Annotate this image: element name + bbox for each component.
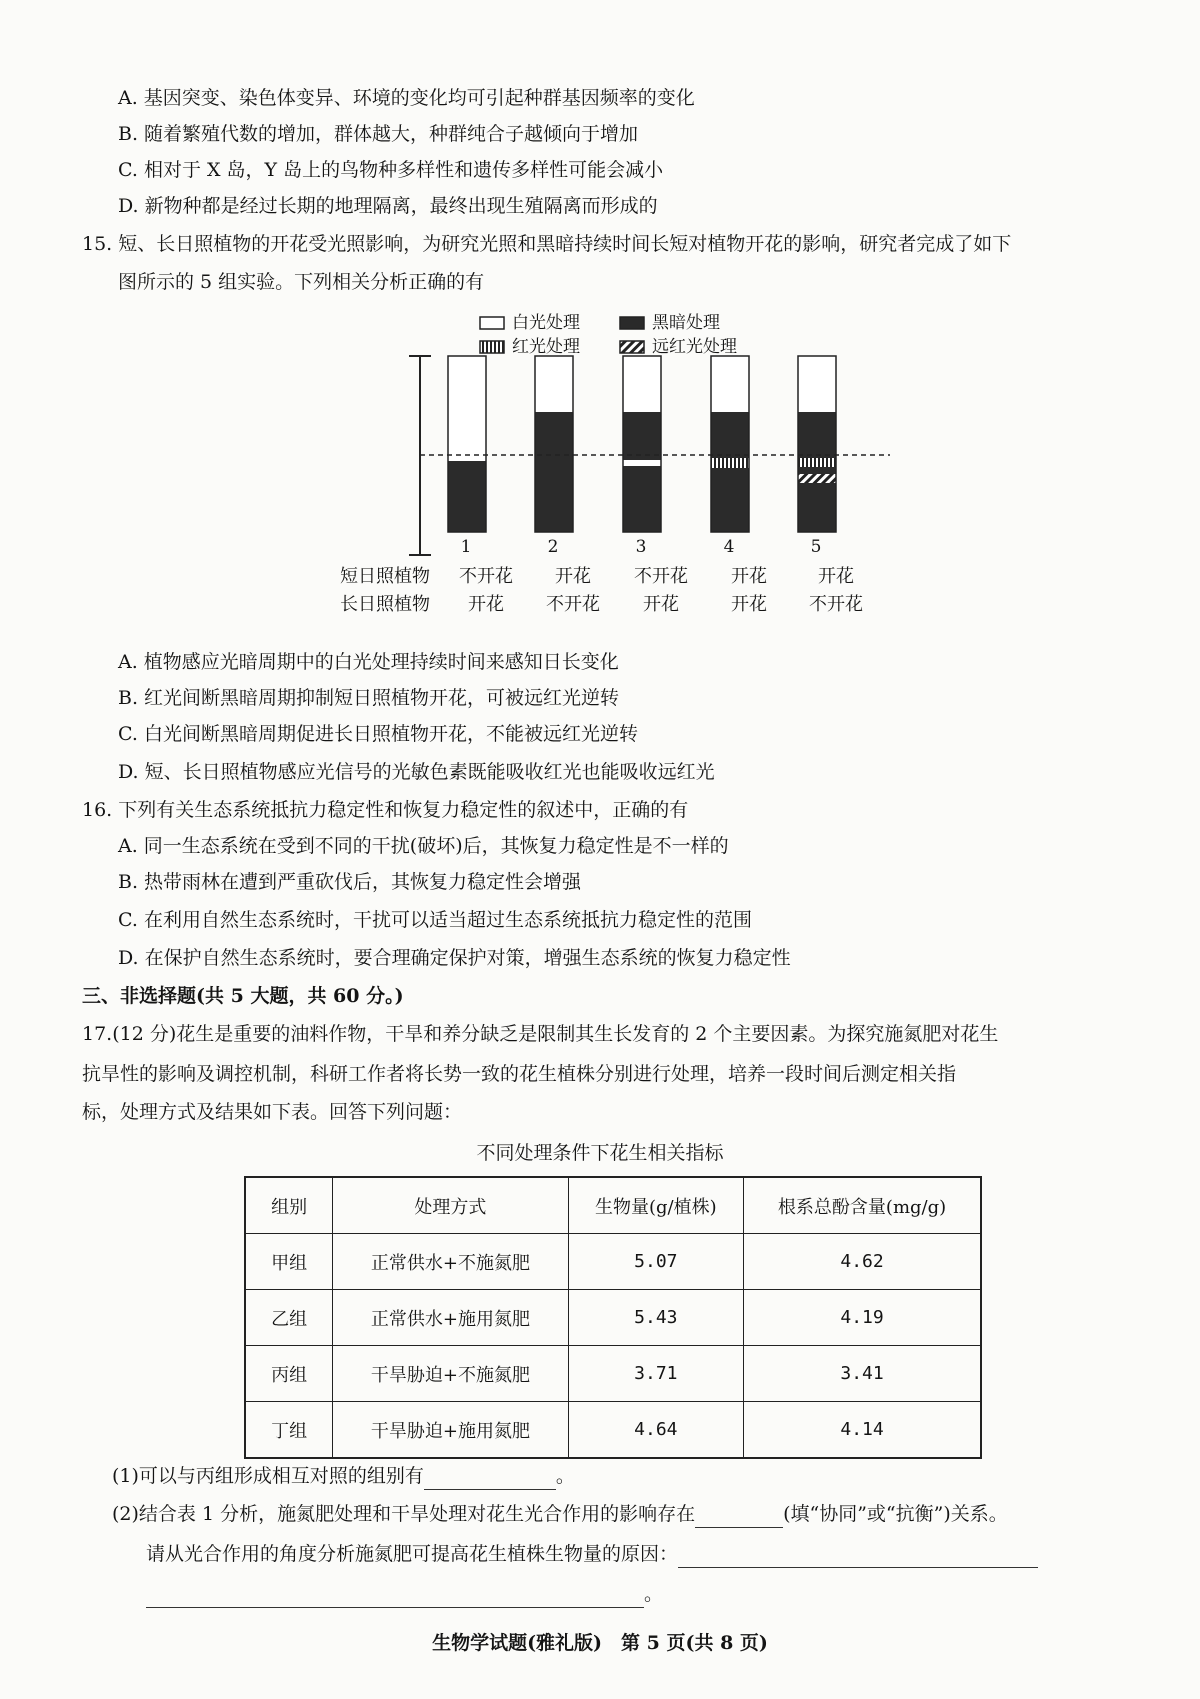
q17-sub2-reason-end: 。 bbox=[644, 1583, 664, 1605]
short-day-result: 开花 bbox=[818, 566, 854, 587]
white-light-segment bbox=[711, 356, 749, 412]
table-header: 生物量(g/植株) bbox=[568, 1177, 744, 1234]
q17-sub2-reason-blank[interactable] bbox=[678, 1545, 1038, 1568]
white-light-segment bbox=[448, 356, 486, 461]
q17-stem-line3: 标，处理方式及结果如下表。回答下列问题： bbox=[82, 1101, 463, 1123]
dark-segment bbox=[623, 412, 661, 532]
table-cell: 5.07 bbox=[568, 1234, 744, 1290]
short-day-row-label: 短日照植物 bbox=[340, 566, 430, 587]
long-day-result: 开花 bbox=[731, 594, 767, 615]
table-cell: 5.43 bbox=[568, 1290, 744, 1346]
table-row bbox=[245, 1234, 981, 1290]
group-number: 5 bbox=[810, 537, 822, 557]
table-cell: 4.19 bbox=[744, 1290, 981, 1346]
table-cell: 3.41 bbox=[744, 1346, 981, 1402]
q14-option-b: B. 随着繁殖代数的增加，群体越大，种群纯合子越倾向于增加 bbox=[118, 123, 639, 145]
q14-option-c: C. 相对于 X 岛，Y 岛上的鸟物种多样性和遗传多样性可能会减小 bbox=[118, 159, 664, 181]
data-table bbox=[244, 1176, 982, 1459]
legend-farred-swatch bbox=[620, 341, 644, 353]
table-cell: 4.62 bbox=[744, 1234, 981, 1290]
table-cell: 3.71 bbox=[568, 1346, 744, 1402]
light-interruption-segment bbox=[623, 460, 661, 466]
table-cell: 干旱胁迫+施用氮肥 bbox=[333, 1402, 568, 1459]
light-interruption-segment bbox=[798, 474, 836, 483]
light-interruption-segment bbox=[798, 458, 836, 467]
table-cell: 4.64 bbox=[568, 1402, 744, 1459]
table-cell: 正常供水+施用氮肥 bbox=[333, 1290, 568, 1346]
q17-sub1-text: (1)可以与丙组形成相互对照的组别有 bbox=[112, 1465, 424, 1487]
q17-sub1-answer-blank[interactable] bbox=[424, 1467, 556, 1490]
q17-sub2-reason bbox=[146, 1540, 1038, 1568]
short-day-result: 不开花 bbox=[634, 566, 688, 587]
long-day-result: 不开花 bbox=[809, 594, 863, 615]
short-day-result: 不开花 bbox=[459, 566, 513, 587]
q15-option-b: B. 红光间断黑暗周期抑制短日照植物开花，可被远红光逆转 bbox=[118, 687, 620, 709]
q14-option-d: D. 新物种都是经过长期的地理隔离，最终出现生殖隔离而形成的 bbox=[118, 195, 658, 217]
q15-option-a: A. 植物感应光暗周期中的白光处理持续时间来感知日长变化 bbox=[118, 651, 619, 673]
q17-sub2-answer-blank[interactable] bbox=[695, 1505, 783, 1528]
table-caption: 不同处理条件下花生相关指标 bbox=[476, 1142, 724, 1164]
q15-option-d: D. 短、长日照植物感应光信号的光敏色素既能吸收红光也能吸收远红光 bbox=[118, 761, 715, 783]
light-interruption-segment bbox=[711, 458, 749, 468]
q17-sub2-text: (2)结合表 1 分析，施氮肥处理和干旱处理对花生光合作用的影响存在 bbox=[112, 1503, 696, 1525]
table-cell: 乙组 bbox=[245, 1290, 333, 1346]
q17-sub1-end: 。 bbox=[555, 1465, 575, 1487]
legend-red-swatch bbox=[480, 341, 504, 353]
table-cell: 4.14 bbox=[744, 1402, 981, 1459]
legend-dark-swatch bbox=[620, 317, 644, 329]
table-header-row bbox=[245, 1177, 981, 1234]
table-header: 处理方式 bbox=[333, 1177, 568, 1234]
q17-sub2-reason-text: 请从光合作用的角度分析施氮肥可提高花生植株生物量的原因： bbox=[146, 1543, 679, 1565]
q16-option-d: D. 在保护自然生态系统时，要合理确定保护对策，增强生态系统的恢复力稳定性 bbox=[118, 947, 791, 969]
long-day-result: 不开花 bbox=[546, 594, 600, 615]
legend-white-swatch bbox=[480, 317, 504, 329]
group-number: 3 bbox=[635, 537, 647, 557]
table-cell: 干旱胁迫+不施氮肥 bbox=[333, 1346, 568, 1402]
q16-stem: 16. 下列有关生态系统抵抗力稳定性和恢复力稳定性的叙述中，正确的有 bbox=[82, 799, 689, 821]
q16-option-b: B. 热带雨林在遭到严重砍伐后，其恢复力稳定性会增强 bbox=[118, 871, 582, 893]
table-row bbox=[245, 1402, 981, 1459]
group-number: 1 bbox=[460, 537, 472, 557]
white-light-segment bbox=[535, 356, 573, 412]
legend-farred-label: 远红光处理 bbox=[652, 337, 737, 357]
table-cell: 丙组 bbox=[245, 1346, 333, 1402]
table-cell: 正常供水+不施氮肥 bbox=[333, 1234, 568, 1290]
dark-segment bbox=[535, 412, 573, 532]
table-header: 根系总酚含量(mg/g) bbox=[744, 1177, 981, 1234]
q17-sub1 bbox=[112, 1462, 575, 1490]
long-day-result: 开花 bbox=[643, 594, 679, 615]
table-row bbox=[245, 1290, 981, 1346]
group-number: 4 bbox=[723, 537, 735, 557]
dark-segment bbox=[798, 412, 836, 532]
short-day-result: 开花 bbox=[731, 566, 767, 587]
page-footer: 生物学试题(雅礼版) 第 5 页(共 8 页) bbox=[432, 1632, 768, 1654]
long-day-row-label: 长日照植物 bbox=[340, 594, 430, 615]
section-heading: 三、非选择题(共 5 大题，共 60 分。) bbox=[82, 985, 404, 1007]
long-day-result: 开花 bbox=[468, 594, 504, 615]
q15-option-c: C. 白光间断黑暗周期促进长日照植物开花，不能被远红光逆转 bbox=[118, 723, 638, 745]
group-number: 2 bbox=[547, 537, 559, 557]
q15-stem-line1: 15. 短、长日照植物的开花受光照影响，为研究光照和黑暗持续时间长短对植物开花的影响，研究者完成了如下 bbox=[82, 233, 1012, 255]
dark-segment bbox=[448, 461, 486, 532]
q17-sub2-end: (填“协同”或“抗衡”)关系。 bbox=[783, 1503, 1008, 1525]
q16-option-c: C. 在利用自然生态系统时，干扰可以适当超过生态系统抵抗力稳定性的范围 bbox=[118, 909, 752, 931]
q17-stem-line2: 抗旱性的影响及调控机制，科研工作者将长势一致的花生植株分别进行处理，培养一段时间后测定相关指 bbox=[82, 1063, 957, 1085]
short-day-result: 开花 bbox=[555, 566, 591, 587]
legend-dark-label: 黑暗处理 bbox=[652, 313, 720, 333]
q17-sub2-reason-blank-2[interactable] bbox=[146, 1585, 644, 1608]
q17-stem-line1: 17.(12 分)花生是重要的油料作物，干旱和养分缺乏是限制其生长发育的 2 个主要因素。为探究施氮肥对花生 bbox=[82, 1023, 999, 1045]
white-light-segment bbox=[798, 356, 836, 412]
table-header: 组别 bbox=[245, 1177, 333, 1234]
q15-stem-line2: 图所示的 5 组实验。下列相关分析正确的有 bbox=[118, 271, 485, 293]
table-cell: 丁组 bbox=[245, 1402, 333, 1459]
table-cell: 甲组 bbox=[245, 1234, 333, 1290]
q14-option-a: A. 基因突变、染色体变异、环境的变化均可引起种群基因频率的变化 bbox=[118, 87, 695, 109]
legend-white-label: 白光处理 bbox=[512, 313, 580, 333]
legend-red-label: 红光处理 bbox=[512, 337, 580, 357]
white-light-segment bbox=[623, 356, 661, 412]
table-row bbox=[245, 1346, 981, 1402]
group-bars bbox=[448, 356, 836, 532]
q17-sub2 bbox=[112, 1500, 1008, 1528]
q17-sub2-reason-cont bbox=[146, 1580, 663, 1608]
dark-segment bbox=[711, 412, 749, 532]
q16-option-a: A. 同一生态系统在受到不同的干扰(破坏)后，其恢复力稳定性是不一样的 bbox=[118, 835, 729, 857]
